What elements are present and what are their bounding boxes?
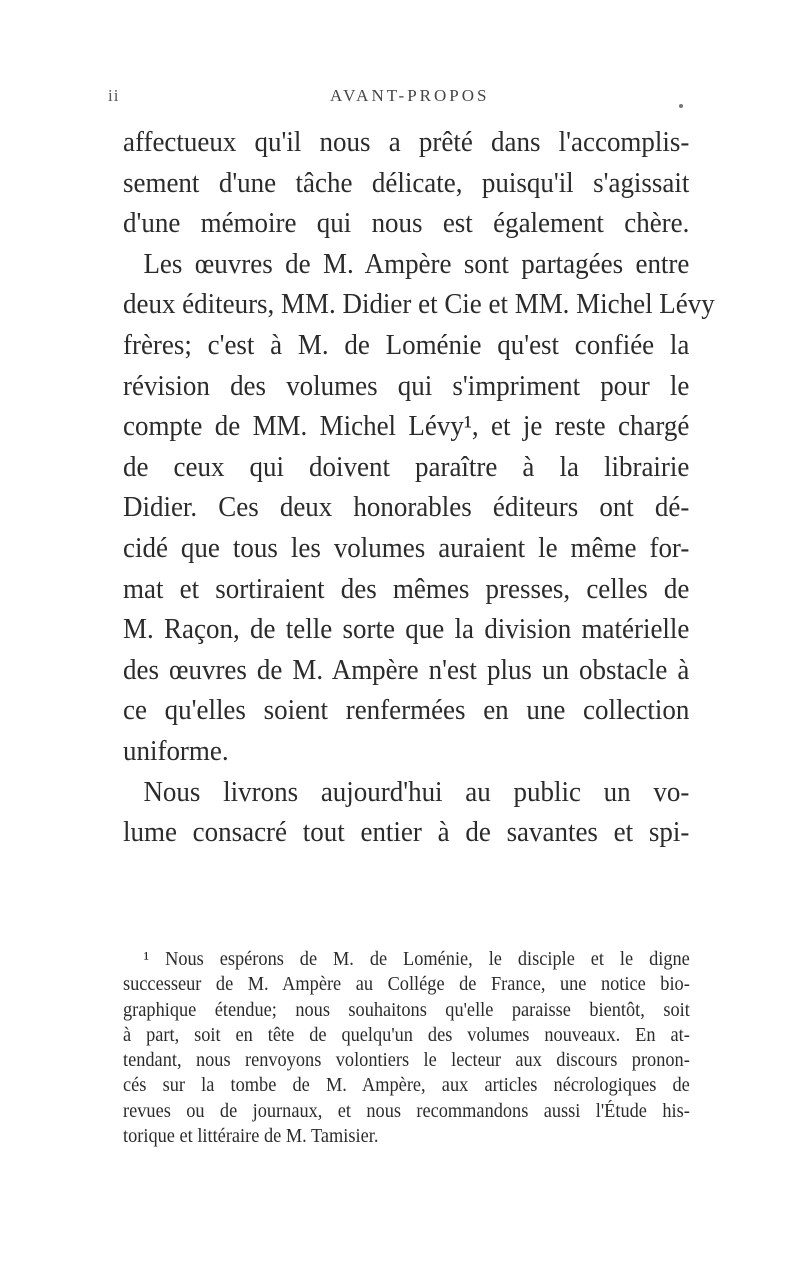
- body-line: mat et sortiraient des mêmes presses, celles de: [123, 572, 690, 605]
- body-line: deux éditeurs, MM. Didier et Cie et MM. Michel Lévy: [123, 288, 715, 321]
- body-text: [123, 122, 715, 853]
- body-line: ce qu'elles soient renfermées en une collection: [123, 694, 690, 727]
- footnote-line: ¹ Nous espérons de M. de Loménie, le disciple et le digne: [143, 949, 690, 970]
- footnote: [123, 947, 689, 1149]
- body-line: des œuvres de M. Ampère n'est plus un obstacle à: [123, 653, 690, 686]
- body-line: compte de MM. Michel Lévy¹, et je reste chargé: [123, 410, 690, 443]
- footnote-line: graphique étendue; nous souhaitons qu'elle paraisse bientôt, soit: [123, 999, 690, 1021]
- footnote-line: torique et littéraire de M. Tamisier.: [123, 1126, 379, 1148]
- body-line: cidé que tous les volumes auraient le même for-: [123, 531, 690, 564]
- footnote-line: tendant, nous renvoyons volontiers le lecteur aux discours pronon-: [123, 1050, 690, 1072]
- page-number: ii: [108, 86, 120, 105]
- body-line: d'une mémoire qui nous est également chère.: [123, 207, 690, 240]
- footnote-line: successeur de M. Ampère au Collége de France, une notice bio-: [123, 974, 690, 996]
- running-title: AVANT-PROPOS: [330, 86, 490, 105]
- ink-speck: [679, 104, 683, 108]
- body-line: lume consacré tout entier à de savantes et spi-: [123, 816, 690, 849]
- body-line: M. Raçon, de telle sorte que la division matérielle: [123, 613, 690, 646]
- body-line: révision des volumes qui s'impriment pour le: [123, 369, 690, 402]
- body-line: de ceux qui doivent paraître à la librairie: [123, 450, 690, 483]
- body-line: affectueux qu'il nous a prêté dans l'accomplis-: [123, 126, 690, 158]
- footnote-line: revues ou de journaux, et nous recommandons aussi l'Étude his-: [123, 1100, 690, 1122]
- body-line: Les œuvres de M. Ampère sont partagées entre: [143, 247, 690, 280]
- body-line: frères; c'est à M. de Loménie qu'est confiée la: [123, 328, 690, 361]
- footnote-line: à part, soit en tête de quelqu'un des volumes nouveaux. En at-: [123, 1024, 690, 1046]
- footnote-line: cés sur la tombe de M. Ampère, aux articles nécrologiques de: [123, 1075, 690, 1097]
- running-head: [0, 86, 800, 116]
- body-line: Nous livrons aujourd'hui au public un vo-: [143, 775, 690, 808]
- body-line: sement d'une tâche délicate, puisqu'il s'agissait: [123, 166, 690, 199]
- body-line: Didier. Ces deux honorables éditeurs ont dé-: [123, 491, 690, 524]
- body-line: uniforme.: [123, 734, 229, 767]
